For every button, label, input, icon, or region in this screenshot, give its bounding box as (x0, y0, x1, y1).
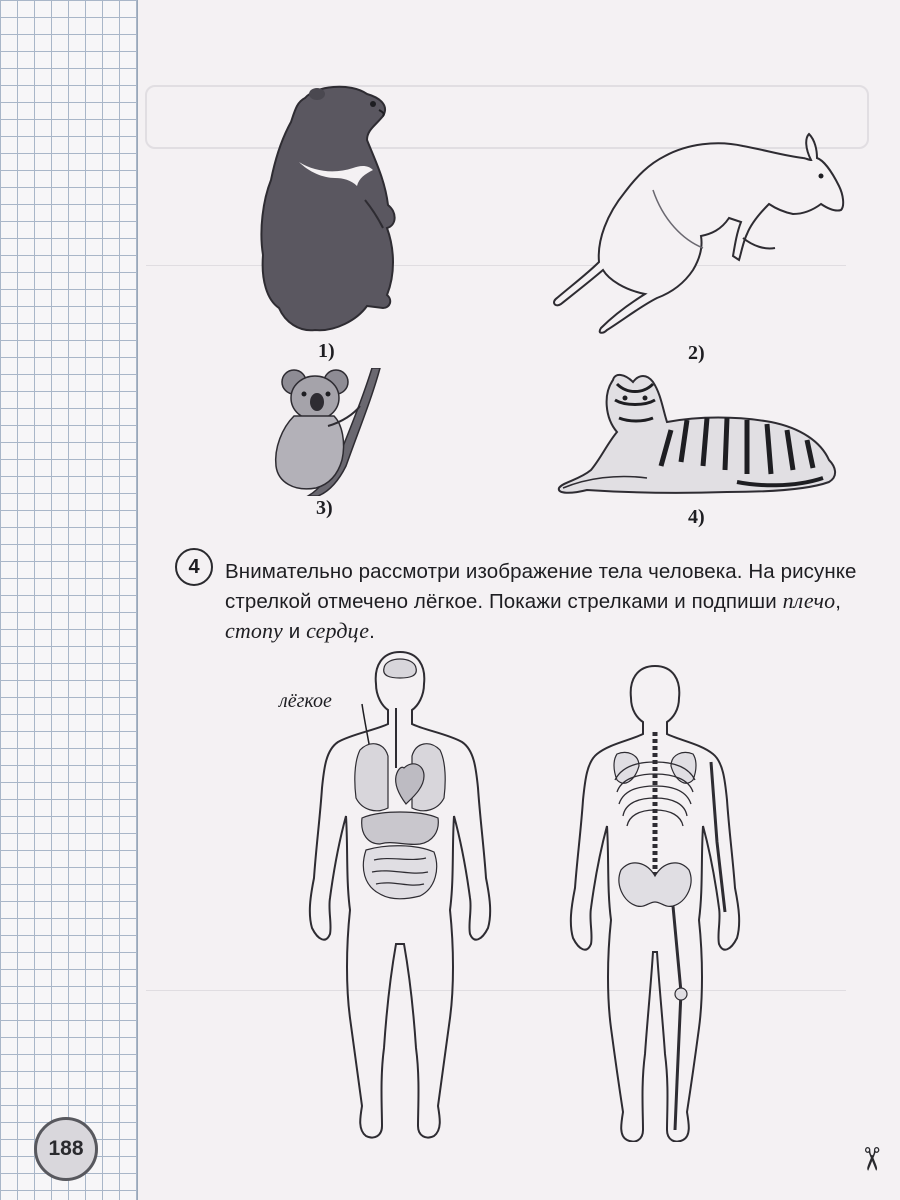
human-skeleton-back-icon (565, 662, 745, 1142)
task-text-end: . (369, 620, 375, 643)
grid-margin (0, 0, 138, 1200)
tiger-icon (557, 370, 837, 496)
term-foot: стопу (225, 618, 283, 643)
bear-icon (255, 80, 405, 335)
task-text-plain: Внимательно рассмотри изображение тела человека. На рисунке стрелкой отмечено лёгкое. Покажи стрелками и подпиши (225, 560, 857, 613)
animal-caption: 1) (318, 340, 335, 362)
term-shoulder: плечо (782, 588, 836, 613)
page-number: 188 (34, 1117, 98, 1181)
lung-label: лёгкое (279, 690, 332, 712)
task-text-separator: , (835, 590, 841, 613)
scissors-icon: ✂ (853, 1145, 890, 1173)
task-number: 4 (175, 548, 213, 586)
animal-caption: 3) (316, 497, 333, 519)
task-text-separator: и (282, 620, 307, 643)
animal-caption: 4) (688, 506, 705, 528)
kangaroo-icon (553, 130, 848, 340)
task-text (225, 557, 880, 646)
animal-caption: 2) (688, 342, 705, 364)
koala-icon (272, 368, 382, 496)
term-heart: сердце (306, 618, 370, 643)
human-body-organs-icon (300, 648, 500, 1148)
